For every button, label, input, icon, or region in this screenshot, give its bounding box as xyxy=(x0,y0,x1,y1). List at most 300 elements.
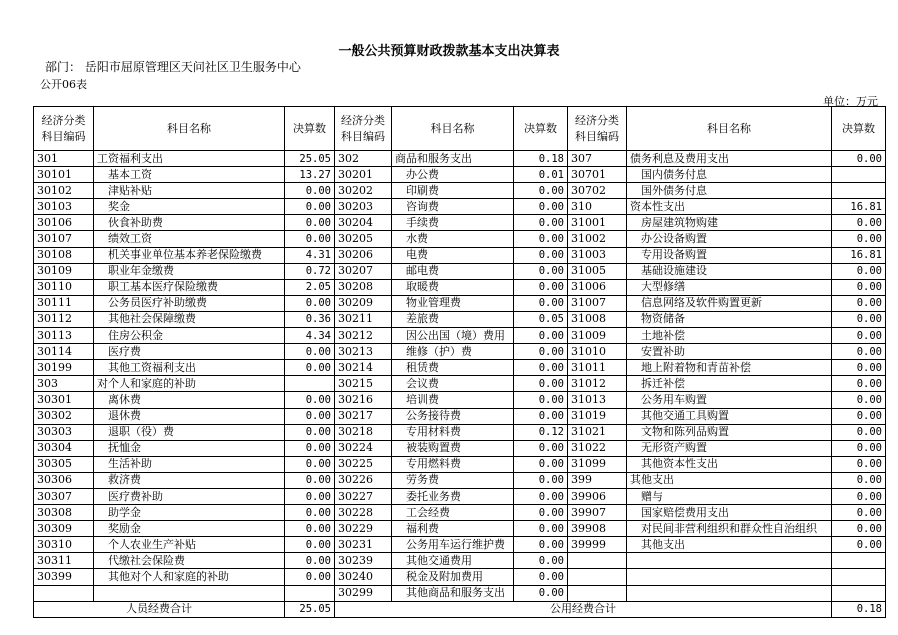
amount-cell: 16.81 xyxy=(832,199,886,215)
amount-cell: 0.00 xyxy=(285,183,335,199)
amount-cell: 0.00 xyxy=(514,505,568,521)
amount-cell: 0.00 xyxy=(514,585,568,601)
table-row xyxy=(34,569,886,585)
code-cell: 39906 xyxy=(568,488,627,504)
code-cell: 30103 xyxy=(34,199,94,215)
name-cell: 商品和服务支出 xyxy=(392,151,514,167)
header-code-2: 经济分类 科目编码 xyxy=(335,107,392,151)
amount-cell: 0.00 xyxy=(285,344,335,360)
name-cell: 奖励金 xyxy=(94,521,285,537)
name-cell: 专用设备购置 xyxy=(627,247,832,263)
name-cell: 债务利息及费用支出 xyxy=(627,151,832,167)
code-cell: 302 xyxy=(335,151,392,167)
table-row xyxy=(34,392,886,408)
name-cell: 税金及附加费用 xyxy=(392,569,514,585)
name-cell: 退职（役）费 xyxy=(94,424,285,440)
name-cell: 其他商品和服务支出 xyxy=(392,585,514,601)
amount-cell: 0.00 xyxy=(514,263,568,279)
header-code-3: 经济分类 科目编码 xyxy=(568,107,627,151)
amount-cell: 0.00 xyxy=(832,537,886,553)
amount-cell: 0.00 xyxy=(514,521,568,537)
name-cell: 退休费 xyxy=(94,408,285,424)
public-total-label: 公用经费合计 xyxy=(335,601,832,617)
code-cell: 30205 xyxy=(335,231,392,247)
table-row xyxy=(34,215,886,231)
name-cell: 信息网络及软件购置更新 xyxy=(627,295,832,311)
code-cell: 39908 xyxy=(568,521,627,537)
table-row xyxy=(34,376,886,392)
table-row xyxy=(34,472,886,488)
amount-cell: 0.72 xyxy=(285,263,335,279)
header-amount-3: 决算数 xyxy=(832,107,886,151)
name-cell: 基础设施建设 xyxy=(627,263,832,279)
table-row xyxy=(34,360,886,376)
amount-cell: 0.05 xyxy=(514,311,568,327)
name-cell: 基本工资 xyxy=(94,167,285,183)
amount-cell xyxy=(832,585,886,601)
amount-cell: 0.00 xyxy=(514,488,568,504)
personnel-total-label: 人员经费合计 xyxy=(34,601,285,617)
amount-cell: 0.00 xyxy=(285,215,335,231)
code-cell: 307 xyxy=(568,151,627,167)
code-cell: 30227 xyxy=(335,488,392,504)
amount-cell: 0.12 xyxy=(514,424,568,440)
header-code-1: 经济分类 科目编码 xyxy=(34,107,94,151)
code-cell: 31003 xyxy=(568,247,627,263)
header-name-2: 科目名称 xyxy=(392,107,514,151)
name-cell: 印刷费 xyxy=(392,183,514,199)
name-cell: 救济费 xyxy=(94,472,285,488)
amount-cell: 0.00 xyxy=(285,231,335,247)
code-cell: 30207 xyxy=(335,263,392,279)
name-cell: 公务用车运行维护费 xyxy=(392,537,514,553)
table-row xyxy=(34,247,886,263)
name-cell: 国内债务付息 xyxy=(627,167,832,183)
amount-cell xyxy=(832,553,886,569)
name-cell: 工资福利支出 xyxy=(94,151,285,167)
header-amount-2: 决算数 xyxy=(514,107,568,151)
amount-cell: 0.00 xyxy=(285,521,335,537)
code-cell: 303 xyxy=(34,376,94,392)
amount-cell: 0.00 xyxy=(832,505,886,521)
code-cell: 30399 xyxy=(34,569,94,585)
code-cell: 30306 xyxy=(34,472,94,488)
amount-cell: 0.00 xyxy=(514,569,568,585)
code-cell: 31008 xyxy=(568,311,627,327)
amount-cell: 0.00 xyxy=(514,472,568,488)
name-cell: 手续费 xyxy=(392,215,514,231)
code-cell: 31002 xyxy=(568,231,627,247)
name-cell: 电费 xyxy=(392,247,514,263)
name-cell: 培训费 xyxy=(392,392,514,408)
header-name-3: 科目名称 xyxy=(627,107,832,151)
amount-cell xyxy=(832,569,886,585)
amount-cell: 0.00 xyxy=(285,440,335,456)
code-cell: 30101 xyxy=(34,167,94,183)
amount-cell: 0.00 xyxy=(514,376,568,392)
name-cell: 国外债务付息 xyxy=(627,183,832,199)
name-cell: 劳务费 xyxy=(392,472,514,488)
code-cell: 399 xyxy=(568,472,627,488)
table-row xyxy=(34,344,886,360)
code-cell: 30302 xyxy=(34,408,94,424)
amount-cell: 16.81 xyxy=(832,247,886,263)
table-row xyxy=(34,440,886,456)
name-cell: 福利费 xyxy=(392,521,514,537)
table-row xyxy=(34,408,886,424)
amount-cell: 0.00 xyxy=(832,472,886,488)
code-cell: 31099 xyxy=(568,456,627,472)
amount-cell: 0.00 xyxy=(832,215,886,231)
code-cell: 30107 xyxy=(34,231,94,247)
header-name-1: 科目名称 xyxy=(94,107,285,151)
code-cell: 31021 xyxy=(568,424,627,440)
table-row xyxy=(34,521,886,537)
code-cell: 30214 xyxy=(335,360,392,376)
code-cell xyxy=(568,585,627,601)
name-cell: 生活补助 xyxy=(94,456,285,472)
table-row xyxy=(34,199,886,215)
amount-cell xyxy=(285,585,335,601)
name-cell: 水费 xyxy=(392,231,514,247)
code-cell xyxy=(568,569,627,585)
code-cell: 31010 xyxy=(568,344,627,360)
name-cell: 邮电费 xyxy=(392,263,514,279)
name-cell xyxy=(627,569,832,585)
code-cell: 30217 xyxy=(335,408,392,424)
name-cell: 助学金 xyxy=(94,505,285,521)
code-cell: 30228 xyxy=(335,505,392,521)
amount-cell: 0.00 xyxy=(832,295,886,311)
name-cell: 公务员医疗补助缴费 xyxy=(94,295,285,311)
name-cell: 因公出国（境）费用 xyxy=(392,328,514,344)
name-cell: 抚恤金 xyxy=(94,440,285,456)
code-cell: 30106 xyxy=(34,215,94,231)
amount-cell: 0.01 xyxy=(514,167,568,183)
name-cell: 其他支出 xyxy=(627,537,832,553)
code-cell xyxy=(34,585,94,601)
code-cell: 31022 xyxy=(568,440,627,456)
code-cell: 30102 xyxy=(34,183,94,199)
table-header-row xyxy=(34,107,886,151)
name-cell: 其他社会保障缴费 xyxy=(94,311,285,327)
name-cell: 绩效工资 xyxy=(94,231,285,247)
amount-cell: 0.00 xyxy=(514,537,568,553)
amount-cell: 0.00 xyxy=(514,247,568,263)
code-cell: 30212 xyxy=(335,328,392,344)
code-cell: 30204 xyxy=(335,215,392,231)
public-total-value: 0.18 xyxy=(832,601,886,617)
code-cell: 30226 xyxy=(335,472,392,488)
code-cell: 30213 xyxy=(335,344,392,360)
report-title: 一般公共预算财政拨款基本支出决算表 xyxy=(338,44,560,59)
name-cell: 机关事业单位基本养老保险缴费 xyxy=(94,247,285,263)
name-cell: 赠与 xyxy=(627,488,832,504)
name-cell: 被装购置费 xyxy=(392,440,514,456)
table-row xyxy=(34,488,886,504)
name-cell: 物资储备 xyxy=(627,311,832,327)
name-cell: 维修（护）费 xyxy=(392,344,514,360)
amount-cell: 0.00 xyxy=(832,279,886,295)
amount-cell: 0.00 xyxy=(285,424,335,440)
amount-cell: 25.05 xyxy=(285,151,335,167)
table-code: 公开06表 xyxy=(40,78,87,91)
name-cell: 办公设备购置 xyxy=(627,231,832,247)
amount-cell: 0.00 xyxy=(285,392,335,408)
amount-cell: 0.00 xyxy=(514,215,568,231)
code-cell: 310 xyxy=(568,199,627,215)
table-row xyxy=(34,295,886,311)
amount-cell: 0.00 xyxy=(514,231,568,247)
table-row xyxy=(34,585,886,601)
code-cell: 30113 xyxy=(34,328,94,344)
expenditure-table xyxy=(33,106,886,618)
code-cell: 30309 xyxy=(34,521,94,537)
amount-cell: 0.00 xyxy=(285,472,335,488)
amount-cell: 0.00 xyxy=(514,440,568,456)
name-cell: 安置补助 xyxy=(627,344,832,360)
amount-cell: 0.00 xyxy=(514,360,568,376)
code-cell: 30111 xyxy=(34,295,94,311)
code-cell: 30110 xyxy=(34,279,94,295)
amount-cell: 0.00 xyxy=(832,328,886,344)
amount-cell: 0.00 xyxy=(285,360,335,376)
name-cell: 办公费 xyxy=(392,167,514,183)
amount-cell: 0.00 xyxy=(285,408,335,424)
code-cell: 30206 xyxy=(335,247,392,263)
code-cell: 39999 xyxy=(568,537,627,553)
name-cell: 奖金 xyxy=(94,199,285,215)
amount-cell: 0.00 xyxy=(514,199,568,215)
name-cell: 医疗费 xyxy=(94,344,285,360)
name-cell xyxy=(94,585,285,601)
code-cell: 31012 xyxy=(568,376,627,392)
code-cell: 31019 xyxy=(568,408,627,424)
code-cell: 30203 xyxy=(335,199,392,215)
name-cell: 其他交通工具购置 xyxy=(627,408,832,424)
code-cell: 30109 xyxy=(34,263,94,279)
name-cell: 地上附着物和青苗补偿 xyxy=(627,360,832,376)
code-cell: 30299 xyxy=(335,585,392,601)
amount-cell: 0.00 xyxy=(832,376,886,392)
amount-cell: 0.00 xyxy=(832,440,886,456)
amount-cell: 0.00 xyxy=(832,424,886,440)
name-cell: 津贴补贴 xyxy=(94,183,285,199)
name-cell: 代缴社会保险费 xyxy=(94,553,285,569)
name-cell: 会议费 xyxy=(392,376,514,392)
name-cell: 工会经费 xyxy=(392,505,514,521)
amount-cell: 0.00 xyxy=(832,360,886,376)
table-row xyxy=(34,456,886,472)
table-row xyxy=(34,311,886,327)
name-cell: 住房公积金 xyxy=(94,328,285,344)
amount-cell: 0.00 xyxy=(285,456,335,472)
table-row xyxy=(34,505,886,521)
amount-cell: 0.00 xyxy=(832,456,886,472)
code-cell: 30308 xyxy=(34,505,94,521)
name-cell: 其他交通费用 xyxy=(392,553,514,569)
code-cell: 30303 xyxy=(34,424,94,440)
totals-row xyxy=(34,601,886,617)
amount-cell: 0.00 xyxy=(514,279,568,295)
amount-cell: 0.00 xyxy=(285,537,335,553)
amount-cell: 0.00 xyxy=(832,521,886,537)
code-cell: 30701 xyxy=(568,167,627,183)
amount-cell: 13.27 xyxy=(285,167,335,183)
table-row xyxy=(34,328,886,344)
name-cell xyxy=(627,553,832,569)
code-cell: 31011 xyxy=(568,360,627,376)
name-cell: 对民间非营利组织和群众性自治组织 xyxy=(627,521,832,537)
table-row xyxy=(34,183,886,199)
code-cell: 30215 xyxy=(335,376,392,392)
amount-cell: 0.18 xyxy=(514,151,568,167)
table-row xyxy=(34,279,886,295)
amount-cell: 0.00 xyxy=(285,569,335,585)
code-cell: 30208 xyxy=(335,279,392,295)
name-cell: 无形资产购置 xyxy=(627,440,832,456)
name-cell: 文物和陈列品购置 xyxy=(627,424,832,440)
code-cell: 30239 xyxy=(335,553,392,569)
name-cell: 离休费 xyxy=(94,392,285,408)
code-cell: 30702 xyxy=(568,183,627,199)
name-cell: 专用材料费 xyxy=(392,424,514,440)
name-cell: 职工基本医疗保险缴费 xyxy=(94,279,285,295)
amount-cell: 0.00 xyxy=(832,311,886,327)
table-row xyxy=(34,424,886,440)
name-cell: 其他工资福利支出 xyxy=(94,360,285,376)
name-cell: 其他对个人和家庭的补助 xyxy=(94,569,285,585)
code-cell: 30201 xyxy=(335,167,392,183)
code-cell: 30307 xyxy=(34,488,94,504)
unit-label: 单位：万元 xyxy=(823,95,878,108)
amount-cell: 0.00 xyxy=(832,151,886,167)
name-cell: 拆迁补偿 xyxy=(627,376,832,392)
amount-cell: 0.00 xyxy=(285,295,335,311)
code-cell: 31007 xyxy=(568,295,627,311)
department-label: 部门： 岳阳市屈原管理区天问社区卫生服务中心 xyxy=(45,60,301,74)
table-row xyxy=(34,537,886,553)
name-cell: 土地补偿 xyxy=(627,328,832,344)
amount-cell: 0.00 xyxy=(514,408,568,424)
table-row xyxy=(34,263,886,279)
amount-cell: 0.00 xyxy=(832,344,886,360)
amount-cell: 2.05 xyxy=(285,279,335,295)
amount-cell xyxy=(285,376,335,392)
code-cell: 31013 xyxy=(568,392,627,408)
amount-cell xyxy=(832,183,886,199)
code-cell: 30216 xyxy=(335,392,392,408)
name-cell: 资本性支出 xyxy=(627,199,832,215)
code-cell: 30305 xyxy=(34,456,94,472)
name-cell xyxy=(627,585,832,601)
amount-cell: 0.36 xyxy=(285,311,335,327)
amount-cell: 0.00 xyxy=(832,488,886,504)
name-cell: 房屋建筑物购建 xyxy=(627,215,832,231)
amount-cell: 4.34 xyxy=(285,328,335,344)
name-cell: 取暖费 xyxy=(392,279,514,295)
amount-cell: 0.00 xyxy=(832,231,886,247)
name-cell: 委托业务费 xyxy=(392,488,514,504)
code-cell xyxy=(568,553,627,569)
name-cell: 大型修缮 xyxy=(627,279,832,295)
amount-cell: 0.00 xyxy=(514,295,568,311)
code-cell: 30231 xyxy=(335,537,392,553)
amount-cell: 0.00 xyxy=(285,199,335,215)
table-row xyxy=(34,167,886,183)
code-cell: 30218 xyxy=(335,424,392,440)
amount-cell: 0.00 xyxy=(514,344,568,360)
code-cell: 30240 xyxy=(335,569,392,585)
table-row xyxy=(34,151,886,167)
code-cell: 30225 xyxy=(335,456,392,472)
name-cell: 差旅费 xyxy=(392,311,514,327)
amount-cell: 0.00 xyxy=(285,488,335,504)
name-cell: 租赁费 xyxy=(392,360,514,376)
name-cell: 物业管理费 xyxy=(392,295,514,311)
name-cell: 医疗费补助 xyxy=(94,488,285,504)
code-cell: 39907 xyxy=(568,505,627,521)
code-cell: 31009 xyxy=(568,328,627,344)
amount-cell: 0.00 xyxy=(832,263,886,279)
code-cell: 31006 xyxy=(568,279,627,295)
code-cell: 30311 xyxy=(34,553,94,569)
header-amount-1: 决算数 xyxy=(285,107,335,151)
name-cell: 其他支出 xyxy=(627,472,832,488)
code-cell: 30304 xyxy=(34,440,94,456)
name-cell: 咨询费 xyxy=(392,199,514,215)
code-cell: 30108 xyxy=(34,247,94,263)
name-cell: 对个人和家庭的补助 xyxy=(94,376,285,392)
code-cell: 30209 xyxy=(335,295,392,311)
code-cell: 31005 xyxy=(568,263,627,279)
name-cell: 个人农业生产补贴 xyxy=(94,537,285,553)
personnel-total-value: 25.05 xyxy=(285,601,335,617)
code-cell: 31001 xyxy=(568,215,627,231)
name-cell: 公务用车购置 xyxy=(627,392,832,408)
amount-cell xyxy=(832,167,886,183)
table-row xyxy=(34,231,886,247)
code-cell: 30301 xyxy=(34,392,94,408)
code-cell: 30202 xyxy=(335,183,392,199)
amount-cell: 0.00 xyxy=(285,505,335,521)
amount-cell: 0.00 xyxy=(832,408,886,424)
name-cell: 职业年金缴费 xyxy=(94,263,285,279)
amount-cell: 0.00 xyxy=(514,553,568,569)
code-cell: 30112 xyxy=(34,311,94,327)
name-cell: 公务接待费 xyxy=(392,408,514,424)
table-row xyxy=(34,553,886,569)
amount-cell: 0.00 xyxy=(285,553,335,569)
code-cell: 301 xyxy=(34,151,94,167)
name-cell: 伙食补助费 xyxy=(94,215,285,231)
code-cell: 30211 xyxy=(335,311,392,327)
amount-cell: 0.00 xyxy=(514,328,568,344)
amount-cell: 4.31 xyxy=(285,247,335,263)
amount-cell: 0.00 xyxy=(832,392,886,408)
code-cell: 30310 xyxy=(34,537,94,553)
amount-cell: 0.00 xyxy=(514,183,568,199)
amount-cell: 0.00 xyxy=(514,456,568,472)
name-cell: 其他资本性支出 xyxy=(627,456,832,472)
code-cell: 30224 xyxy=(335,440,392,456)
code-cell: 30229 xyxy=(335,521,392,537)
code-cell: 30199 xyxy=(34,360,94,376)
code-cell: 30114 xyxy=(34,344,94,360)
name-cell: 国家赔偿费用支出 xyxy=(627,505,832,521)
name-cell: 专用燃料费 xyxy=(392,456,514,472)
amount-cell: 0.00 xyxy=(514,392,568,408)
